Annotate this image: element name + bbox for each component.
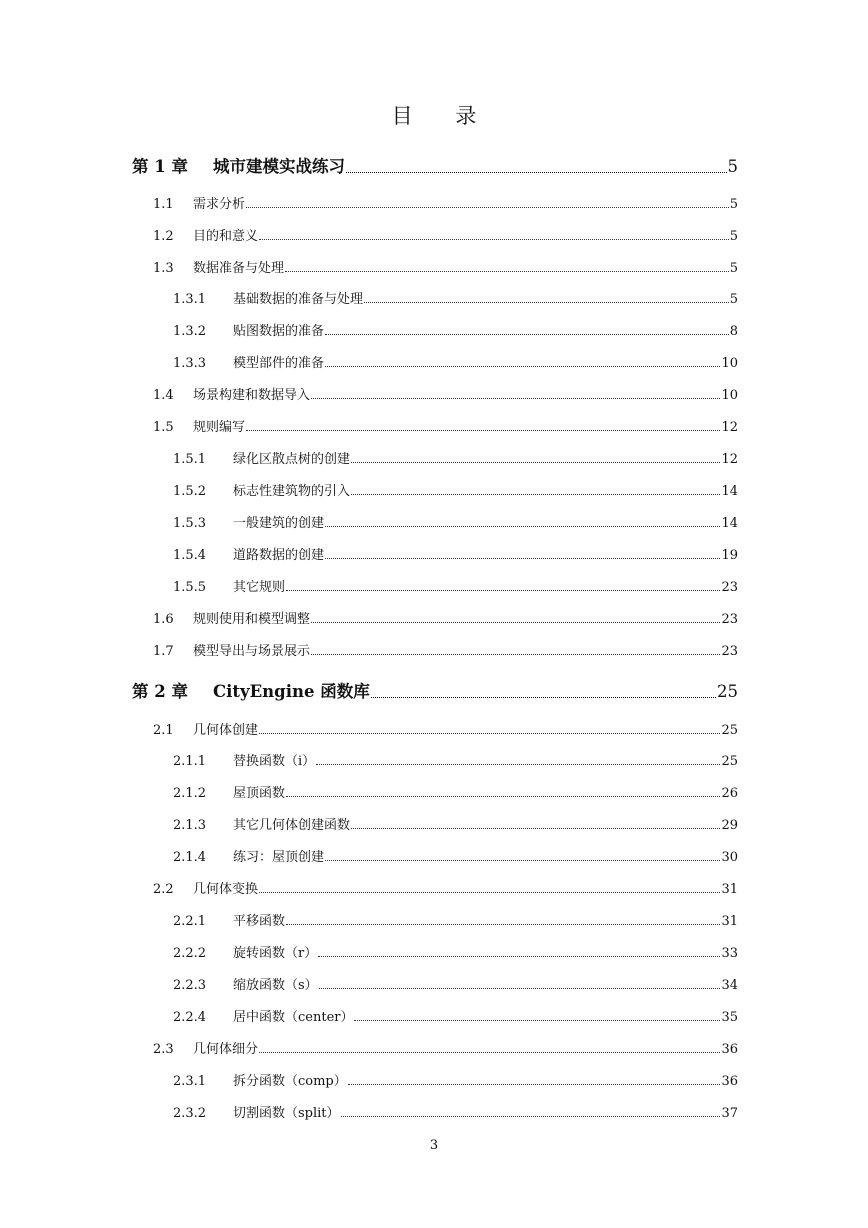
toc-section-entry[interactable] [153, 193, 738, 212]
toc-chapter-entry[interactable] [132, 678, 738, 702]
toc-entry-number: 1.3.3 [173, 356, 207, 371]
toc-entry-page: 10 [721, 388, 738, 403]
toc-subsection-entry[interactable] [173, 974, 738, 993]
toc-entry-page: 23 [721, 612, 738, 627]
toc-entry-page: 35 [721, 1010, 738, 1025]
toc-subsection-entry[interactable] [173, 320, 738, 339]
toc-entry-page: 36 [721, 1074, 738, 1089]
toc-entry-page: 8 [729, 324, 738, 339]
toc-dot-leader [286, 796, 720, 797]
toc-entry-page: 14 [721, 516, 738, 531]
toc-entry-label: 旋转函数（r） [233, 946, 318, 961]
toc-subsection-entry[interactable] [173, 576, 738, 595]
toc-entry-label: 几何体创建 [193, 723, 259, 738]
toc-subsection-entry[interactable] [173, 480, 738, 499]
toc-entry-label: 贴图数据的准备 [233, 324, 325, 339]
toc-section-entry[interactable] [153, 257, 738, 276]
toc-chapter-entry[interactable] [132, 153, 738, 177]
toc-entry-page: 25 [721, 723, 738, 738]
toc-entry-label: 拆分函数（comp） [233, 1074, 347, 1089]
toc-entry-number: 1.5.2 [173, 484, 207, 499]
toc-entry-page: 5 [727, 157, 738, 176]
toc-section-entry[interactable] [153, 878, 738, 897]
toc-subsection-entry[interactable] [173, 846, 738, 865]
toc-entry-label: 居中函数（center） [233, 1010, 354, 1025]
toc-section-entry[interactable] [153, 384, 738, 403]
toc-subsection-entry[interactable] [173, 448, 738, 467]
toc-entry-number: 2.2.1 [173, 914, 207, 929]
toc-entry-number: 2.1.2 [173, 786, 207, 801]
toc-entry-label: 替换函数（i） [233, 754, 316, 769]
toc-entry-page: 23 [721, 580, 738, 595]
toc-entry-page: 10 [721, 356, 738, 371]
toc-dot-leader [346, 172, 727, 173]
toc-dot-leader [318, 956, 720, 957]
toc-subsection-entry[interactable] [173, 352, 738, 371]
toc-entry-page: 5 [729, 261, 738, 276]
toc-entry-page: 12 [721, 420, 738, 435]
toc-subsection-entry[interactable] [173, 1070, 738, 1089]
toc-entry-number: 2.1.4 [173, 850, 207, 865]
toc-dot-leader [325, 558, 720, 559]
toc-entry-label: 基础数据的准备与处理 [233, 292, 364, 307]
toc-entry-number: 2.2.3 [173, 978, 207, 993]
toc-entry-label: 绿化区散点树的创建 [233, 452, 351, 467]
toc-dot-leader [259, 892, 720, 893]
toc-entry-label: 规则使用和模型调整 [193, 612, 311, 627]
toc-entry-page: 31 [721, 882, 738, 897]
toc-entry-page: 5 [729, 292, 738, 307]
toc-entry-page: 19 [721, 548, 738, 563]
toc-entry-label: 规则编写 [193, 420, 246, 435]
toc-dot-leader [311, 654, 720, 655]
toc-entry-number: 2.1.1 [173, 754, 207, 769]
toc-entry-number: 2.3.1 [173, 1074, 207, 1089]
toc-subsection-entry[interactable] [173, 288, 738, 307]
toc-entry-page: 23 [721, 644, 738, 659]
toc-subsection-entry[interactable] [173, 750, 738, 769]
toc-dot-leader [371, 697, 716, 698]
toc-entry-number: 2.2.4 [173, 1010, 207, 1025]
toc-entry-number: 第 1 章 [132, 157, 188, 176]
toc-entry-label: 道路数据的创建 [233, 548, 325, 563]
toc-entry-number: 2.3.2 [173, 1106, 207, 1121]
toc-dot-leader [259, 239, 729, 240]
toc-entry-page: 30 [721, 850, 738, 865]
toc-entry-number: 2.3 [153, 1042, 174, 1057]
toc-dot-leader [259, 733, 720, 734]
toc-entry-number: 1.3.1 [173, 292, 207, 307]
toc-dot-leader [286, 590, 720, 591]
toc-subsection-entry[interactable] [173, 544, 738, 563]
toc-entry-number: 1.7 [153, 644, 174, 659]
toc-entry-label: 练习：屋顶创建 [233, 850, 325, 865]
toc-dot-leader [285, 271, 729, 272]
toc-entry-page: 29 [721, 818, 738, 833]
toc-entry-number: 1.5.4 [173, 548, 207, 563]
toc-dot-leader [354, 1020, 720, 1021]
toc-subsection-entry[interactable] [173, 1006, 738, 1025]
toc-dot-leader [259, 1052, 720, 1053]
toc-entry-page: 25 [717, 682, 738, 701]
toc-entry-number: 1.4 [153, 388, 174, 403]
toc-section-entry[interactable] [153, 640, 738, 659]
toc-entry-page: 33 [721, 946, 738, 961]
toc-dot-leader [351, 494, 720, 495]
toc-dot-leader [311, 622, 720, 623]
toc-entry-label: 其它几何体创建函数 [233, 818, 351, 833]
toc-entry-label: 平移函数 [233, 914, 286, 929]
toc-entry-label: 城市建模实战练习 [213, 157, 345, 176]
toc-subsection-entry[interactable] [173, 942, 738, 961]
toc-entry-page: 36 [721, 1042, 738, 1057]
toc-dot-leader [364, 302, 729, 303]
toc-entry-label: 几何体变换 [193, 882, 259, 897]
toc-entry-label: CityEngine 函数库 [213, 682, 370, 701]
toc-dot-leader [325, 366, 720, 367]
toc-entry-label: 数据准备与处理 [193, 261, 285, 276]
toc-entry-page: 5 [729, 197, 738, 212]
toc-section-entry[interactable] [153, 225, 738, 244]
toc-entry-page: 12 [721, 452, 738, 467]
toc-section-entry[interactable] [153, 1038, 738, 1057]
toc-subsection-entry[interactable] [173, 910, 738, 929]
toc-entry-number: 2.2.2 [173, 946, 207, 961]
toc-entry-label: 其它规则 [233, 580, 286, 595]
toc-entry-number: 1.5.5 [173, 580, 207, 595]
toc-entry-number: 2.1.3 [173, 818, 207, 833]
toc-dot-leader [351, 462, 720, 463]
toc-entry-number: 1.2 [153, 229, 174, 244]
toc-section-entry[interactable] [153, 416, 738, 435]
toc-entry-number: 2.2 [153, 882, 174, 897]
toc-dot-leader [316, 764, 720, 765]
toc-entry-label: 模型导出与场景展示 [193, 644, 311, 659]
toc-entry-page: 25 [721, 754, 738, 769]
toc-subsection-entry[interactable] [173, 814, 738, 833]
toc-subsection-entry[interactable] [173, 512, 738, 531]
toc-entry-page: 14 [721, 484, 738, 499]
toc-entry-page: 34 [721, 978, 738, 993]
toc-entry-page: 5 [729, 229, 738, 244]
toc-dot-leader [341, 1116, 721, 1117]
toc-entry-number: 1.6 [153, 612, 174, 627]
toc-entry-label: 几何体细分 [193, 1042, 259, 1057]
toc-entry-label: 屋顶函数 [233, 786, 286, 801]
toc-entry-page: 26 [721, 786, 738, 801]
toc-entry-label: 一般建筑的创建 [233, 516, 325, 531]
toc-subsection-entry[interactable] [173, 782, 738, 801]
toc-entry-page: 31 [721, 914, 738, 929]
toc-entry-label: 模型部件的准备 [233, 356, 325, 371]
toc-entry-label: 场景构建和数据导入 [193, 388, 311, 403]
toc-entry-number: 1.5 [153, 420, 174, 435]
toc-entry-page: 37 [721, 1106, 738, 1121]
toc-entry-number: 1.3 [153, 261, 174, 276]
toc-dot-leader [325, 334, 729, 335]
toc-entry-number: 1.3.2 [173, 324, 207, 339]
page-title: 目 录 [391, 104, 495, 128]
page-number: 3 [429, 1138, 439, 1153]
toc-entry-label: 目的和意义 [193, 229, 259, 244]
toc-entry-label: 切割函数（split） [233, 1106, 340, 1121]
toc-entry-number: 1.5.3 [173, 516, 207, 531]
toc-dot-leader [348, 1084, 721, 1085]
toc-dot-leader [351, 828, 720, 829]
toc-dot-leader [246, 430, 720, 431]
toc-dot-leader [246, 207, 729, 208]
toc-dot-leader [311, 398, 720, 399]
toc-entry-number: 1.1 [153, 197, 174, 212]
toc-dot-leader [325, 860, 720, 861]
toc-dot-leader [325, 526, 720, 527]
toc-subsection-entry[interactable] [173, 1102, 738, 1121]
toc-entry-number: 1.5.1 [173, 452, 207, 467]
toc-entry-label: 需求分析 [193, 197, 246, 212]
toc-section-entry[interactable] [153, 608, 738, 627]
toc-dot-leader [319, 988, 721, 989]
toc-section-entry[interactable] [153, 719, 738, 738]
toc-entry-label: 标志性建筑物的引入 [233, 484, 351, 499]
toc-entry-number: 第 2 章 [132, 682, 188, 701]
toc-dot-leader [286, 924, 720, 925]
toc-entry-label: 缩放函数（s） [233, 978, 318, 993]
toc-entry-number: 2.1 [153, 723, 174, 738]
